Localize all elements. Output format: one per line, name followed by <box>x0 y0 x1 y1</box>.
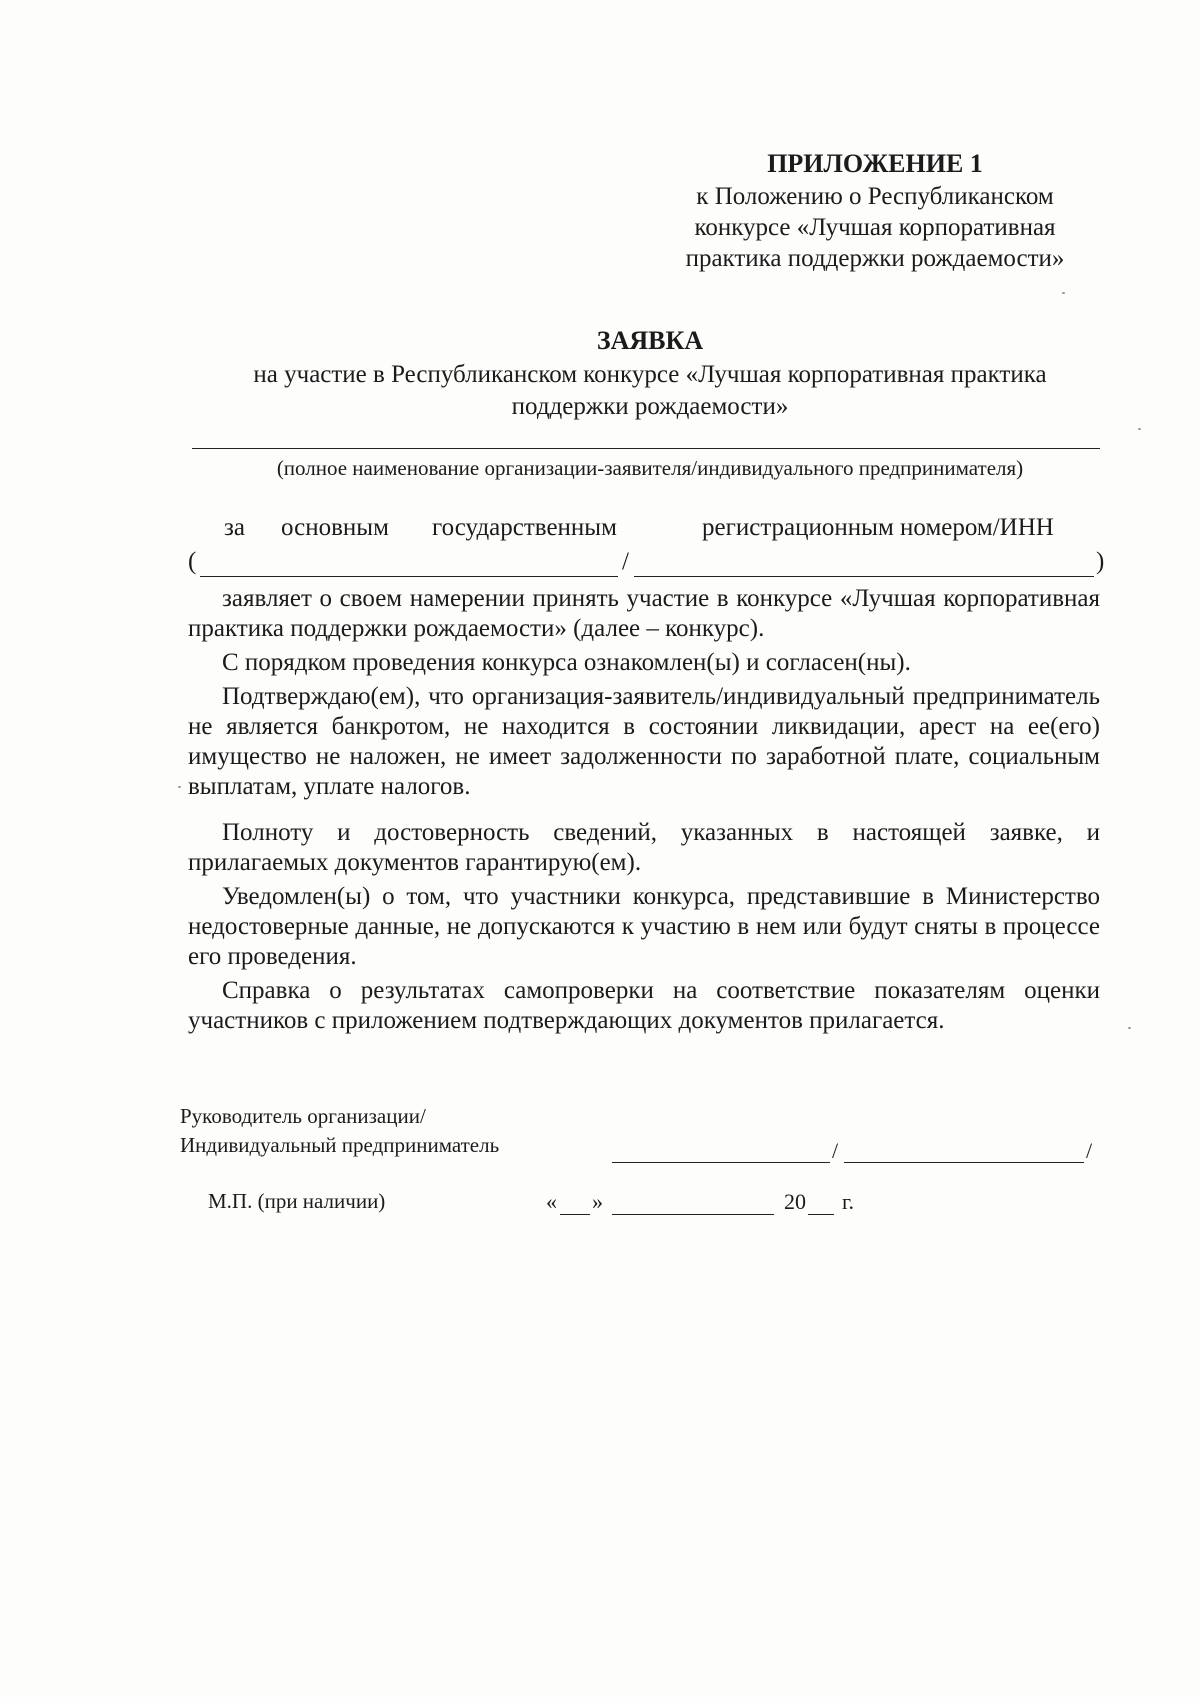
date-close-quote: » <box>592 1189 603 1214</box>
signature-fields <box>612 1138 1100 1168</box>
scan-speck <box>1138 428 1141 430</box>
stamp-label: М.П. (при наличии) <box>208 1189 386 1213</box>
annex-line-1: к Положению о Республиканском <box>696 183 1054 210</box>
application-body <box>188 584 1100 1040</box>
date-day-field-line[interactable] <box>560 1214 590 1215</box>
registration-label <box>224 514 1094 544</box>
paragraph-confirmation: Подтверждаю(ем), что организация-заявитель/индивидуальный предприниматель не является банкротом, не находится в состоянии ликвидации, арест на ее(его) имущество не наложен, не имеет задолженности по заработной плате, социальным выплатам, уплате налогов. <box>188 683 1100 800</box>
registration-open-paren: ( <box>188 548 197 575</box>
scan-speck <box>1128 1027 1131 1029</box>
registration-close-paren: ) <box>1096 548 1105 575</box>
date-month-field-line[interactable] <box>612 1214 774 1215</box>
scan-speck <box>178 786 181 788</box>
ogrn-field-line[interactable] <box>200 576 618 577</box>
registration-word-3: государственным <box>432 514 617 541</box>
registration-slash: / <box>622 548 629 575</box>
signatory-label-line-1: Руководитель организации/ <box>180 1104 426 1128</box>
registration-number-field <box>188 548 1108 582</box>
scan-speck <box>1062 292 1065 294</box>
registration-word-1: за <box>224 514 245 541</box>
annex-line-2: конкурсе «Лучшая корпоративная <box>694 214 1056 241</box>
signatory-name-field-line[interactable] <box>844 1162 1084 1163</box>
paragraph-attachment: Справка о результатах самопроверки на соответствие показателям оценки участников с приложением подтверждающих документов прилагается. <box>188 977 1100 1034</box>
signature-field-line[interactable] <box>612 1162 830 1163</box>
signatory-label <box>180 1102 499 1160</box>
paragraph-guarantee: Полноту и достоверность сведений, указанных в настоящей заявке, и прилагаемых документов гарантирую(ем). <box>188 819 1100 876</box>
date-year-suffix: г. <box>842 1189 855 1214</box>
date-year-prefix: 20 <box>784 1189 806 1214</box>
annex-header <box>640 148 1110 274</box>
application-subtitle-line-2: поддержки рождаемости» <box>511 393 789 420</box>
org-name-field-line[interactable] <box>192 448 1100 449</box>
paragraph-intent: заявляет о своем намерении принять участие в конкурсе «Лучшая корпоративная практика поддержки рождаемости» (далее – конкурс). <box>188 585 1100 642</box>
registration-word-2: основным <box>281 514 389 541</box>
signatory-label-line-2: Индивидуальный предприниматель <box>180 1133 500 1157</box>
paragraph-notification: Уведомлен(ы) о том, что участники конкурса, представившие в Министерство недостоверные данные, не допускаются к участию в нем или будут сняты в процессе его проведения. <box>188 883 1100 970</box>
paragraph-agreement: С порядком проведения конкурса ознакомлен(ы) и согласен(ны). <box>222 649 911 676</box>
registration-word-4: регистрационным номером/ИНН <box>702 514 1054 541</box>
date-open-quote: « <box>546 1189 557 1214</box>
annex-line-3: практика поддержки рождаемости» <box>685 245 1065 272</box>
signature-slash: / <box>832 1138 839 1163</box>
signatory-name-slash: / <box>1086 1138 1093 1163</box>
application-title: ЗАЯВКА <box>596 326 704 355</box>
application-subtitle-line-1: на участие в Республиканском конкурсе «Лучшая корпоративная практика <box>253 361 1047 388</box>
date-year-field-line[interactable] <box>808 1214 834 1215</box>
org-name-caption: (полное наименование организации-заявителя/индивидуального предпринимателя) <box>276 456 1024 480</box>
inn-field-line[interactable] <box>634 576 1094 577</box>
annex-title: ПРИЛОЖЕНИЕ 1 <box>767 149 983 178</box>
stamp-date-row <box>208 1189 908 1223</box>
application-title-block <box>190 325 1110 423</box>
